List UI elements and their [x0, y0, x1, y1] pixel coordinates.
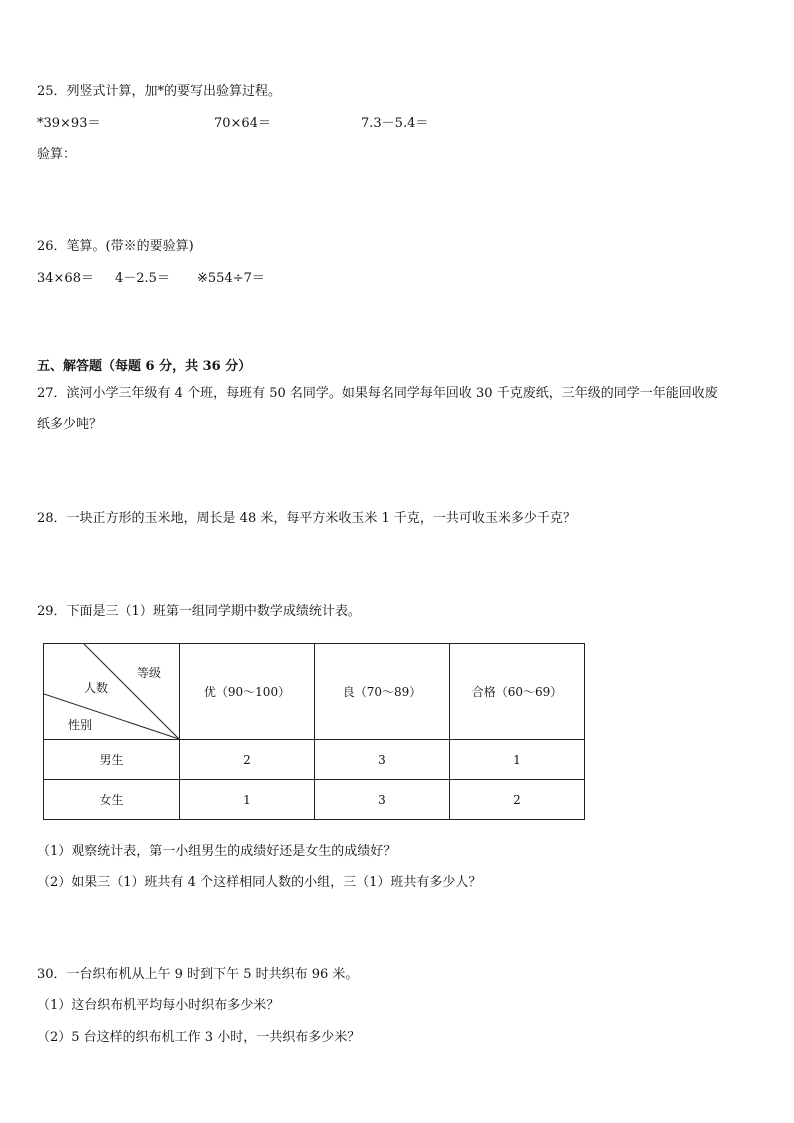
corner-grade-label: 等级: [137, 666, 162, 680]
q30-title: 30．一台织布机从上午 9 时到下午 5 时共织布 96 米。: [37, 967, 359, 982]
q29-title: 29．下面是三（1）班第一组同学期中数学成绩统计表。: [37, 604, 361, 619]
section-title: 五、解答题（每题 6 分，共 36 分）: [37, 359, 252, 374]
q26-item-1: 34×68＝: [37, 271, 94, 286]
table-corner-cell: [44, 644, 180, 740]
q27-line-2: 纸多少吨？: [37, 417, 103, 432]
header-good: 良（70～89）: [315, 644, 450, 740]
diagonal-line-2: [44, 694, 179, 739]
table-row: [44, 780, 585, 820]
q27-line-1: 27．滨河小学三年级有 4 个班，每班有 50 名同学。如果每名同学每年回收 30 千克废纸，三年级的同学一年能回收废: [37, 386, 718, 401]
header-pass: 合格（60～69）: [450, 644, 585, 740]
table-header-row: [44, 644, 585, 740]
table-row: [44, 740, 585, 780]
row-label-girls: 女生: [44, 780, 180, 820]
cell-boys-good: 3: [315, 740, 450, 780]
q25-item-2: 70×64＝: [214, 116, 271, 131]
q30-sub-1: （1）这台织布机平均每小时织布多少米？: [37, 998, 280, 1013]
q26-item-3: ※554÷7＝: [197, 271, 265, 286]
q29-sub-1: （1）观察统计表，第一小组男生的成绩好还是女生的成绩好？: [37, 844, 397, 859]
cell-girls-excellent: 1: [180, 780, 315, 820]
corner-count-label: 人数: [84, 681, 109, 695]
corner-diagonals: [44, 644, 179, 739]
q28-text: 28．一块正方形的玉米地，周长是 48 米，每平方米收玉米 1 千克，一共可收玉米多少千克？: [37, 511, 576, 526]
q25-title: 25．列竖式计算，加*的要写出验算过程。: [37, 84, 282, 99]
q25-item-3: 7.3－5.4＝: [361, 116, 429, 131]
cell-girls-pass: 2: [450, 780, 585, 820]
cell-boys-pass: 1: [450, 740, 585, 780]
cell-girls-good: 3: [315, 780, 450, 820]
row-label-boys: 男生: [44, 740, 180, 780]
q25-item-1: *39×93＝: [37, 116, 101, 131]
q25-check-label: 验算：: [37, 147, 77, 162]
q30-sub-2: （2）5 台这样的织布机工作 3 小时，一共织布多少米？: [37, 1030, 361, 1045]
header-excellent: 优（90～100）: [180, 644, 315, 740]
stats-table: [43, 643, 585, 820]
cell-boys-excellent: 2: [180, 740, 315, 780]
q29-sub-2: （2）如果三（1）班共有 4 个这样相同人数的小组，三（1）班共有多少人？: [37, 875, 482, 890]
q26-title: 26．笔算。(带※的要验算): [37, 239, 194, 254]
corner-gender-label: 性别: [68, 718, 93, 732]
q26-item-2: 4－2.5＝: [115, 271, 170, 286]
